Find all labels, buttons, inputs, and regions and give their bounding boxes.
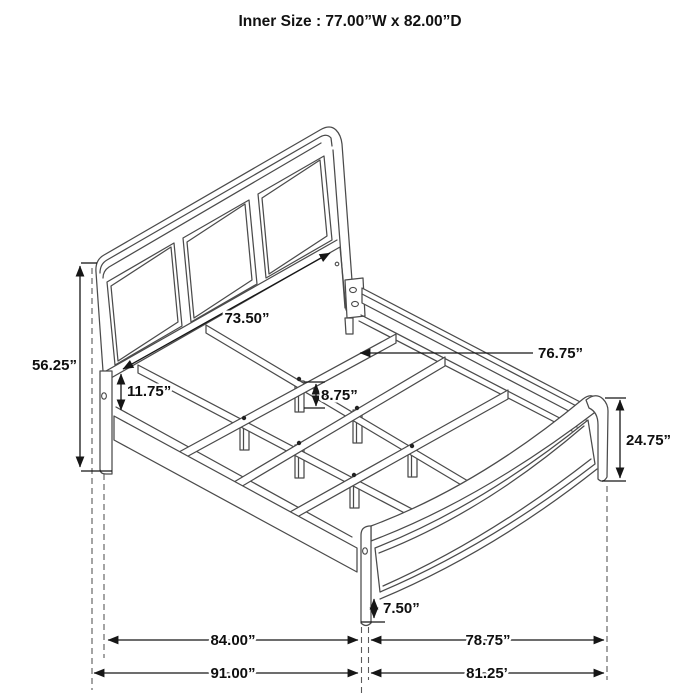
dim-footboard-depth [371,665,604,682]
label-slat-length: 76.75” [538,345,584,362]
headboard-left-leg [100,371,112,474]
label-headboard-height: 56.25” [31,357,77,374]
label-overall-depth: 91.00” [210,665,256,682]
bracket-hole [352,301,359,306]
bolt-hole [102,393,107,399]
footboard [361,396,608,626]
dim-inner-depth [108,632,358,649]
dim-rail-depth [371,632,604,649]
label-footboard-clearance: 7.50” [383,600,420,617]
bed-drawing [96,127,608,626]
label-panel-to-rail-gap: 11.75” [127,383,172,400]
bracket-hole [350,287,357,292]
center-support-rails [138,325,468,519]
label-footboard-height: 24.75” [626,432,672,449]
label-headboard-inner-width: 73.50” [224,310,270,327]
label-rail-depth: 78.75” [465,632,511,649]
bolt-hole [335,262,339,266]
diagram-title: Inner Size : 77.00”W x 82.00”D [238,13,462,30]
dim-overall-depth [94,665,358,682]
label-footboard-depth: 81.25’ [466,665,508,682]
headboard-right-leg [345,318,353,334]
label-inner-depth: 84.00” [210,632,256,649]
dim-footboard-height [602,398,671,481]
bolt-hole [363,548,368,554]
footboard-front-leg [361,526,371,626]
label-support-leg-height: 8.75” [321,387,358,404]
